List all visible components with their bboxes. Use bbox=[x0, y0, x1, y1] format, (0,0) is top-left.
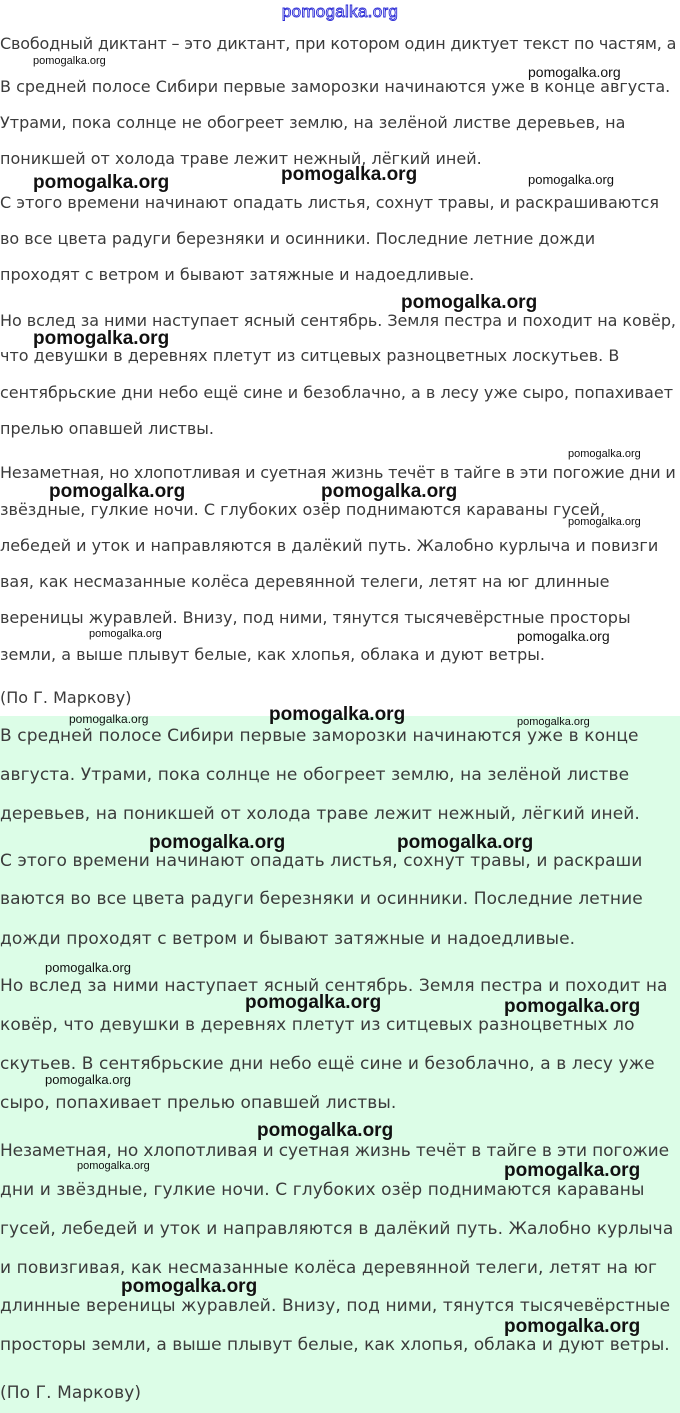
watermark: pomogalka.org bbox=[33, 172, 170, 193]
task-line: земли, а выше плывут белые, как хлопья, облака и дуют ветры. bbox=[0, 645, 545, 664]
answer-line: и повизгивая, как несмазанные колёса деревянной телеги, летят на юг bbox=[0, 1258, 658, 1278]
watermark: pomogalka.org bbox=[517, 716, 590, 728]
task-line: звёздные, гулкие ночи. С глубоких озёр поднимаются караваны гусей, bbox=[0, 500, 606, 519]
answer-line: Незаметная, но хлопотливая и суетная жизнь течёт в тайге в эти погожие bbox=[0, 1141, 669, 1161]
watermark: pomogalka.org bbox=[121, 1276, 258, 1297]
answer-source: (По Г. Маркову) bbox=[0, 1383, 142, 1403]
answer-line: Но вслед за ними наступает ясный сентябрь. Земля пестра и походит на bbox=[0, 976, 668, 996]
watermark: pomogalka.org bbox=[257, 1120, 394, 1141]
watermark: pomogalka.org bbox=[45, 1072, 131, 1087]
watermark: pomogalka.org bbox=[504, 1316, 641, 1337]
task-line: что девушки в деревнях плетут из ситцевых разноцветных лоскутьев. В bbox=[0, 346, 620, 365]
task-line: прелью опавшей листвы. bbox=[0, 419, 215, 438]
answer-line: сыро, попахивает прелью опавшей листвы. bbox=[0, 1093, 397, 1113]
task-line: Но вслед за ними наступает ясный сентябрь. Земля пестра и походит на ковёр, bbox=[0, 311, 676, 330]
answer-line: гусей, лебедей и уток и направляются в далёкий путь. Жалобно курлыча bbox=[0, 1219, 674, 1239]
answer-line: С этого времени начинают опадать листья, сохнут травы, и раскраши bbox=[0, 851, 643, 871]
task-source: (По Г. Маркову) bbox=[0, 688, 132, 707]
answer-line: скутьев. В сентябрьские дни небо ещё сине и безоблачно, а в лесу уже bbox=[0, 1054, 655, 1074]
watermark: pomogalka.org bbox=[528, 64, 621, 80]
watermark: pomogalka.org bbox=[281, 164, 418, 185]
task-line: проходят с ветром и бывают затяжные и надоедливые. bbox=[0, 265, 475, 284]
watermark: pomogalka.org bbox=[504, 996, 641, 1017]
answer-line: дожди проходят с ветром и бывают затяжные и надоедливые. bbox=[0, 929, 576, 949]
task-line: сентябрьские дни небо ещё сине и безоблачно, а в лесу уже сыро, попахивает bbox=[0, 383, 674, 402]
task-line: Утрами, пока солнце не обогреет землю, на зелёной листве деревьев, на bbox=[0, 113, 626, 132]
watermark: pomogalka.org bbox=[504, 1160, 641, 1181]
watermark: pomogalka.org bbox=[568, 448, 641, 460]
watermark: pomogalka.org bbox=[568, 516, 641, 528]
task-line: поникшей от холода траве лежит нежный, лёгкий иней. bbox=[0, 149, 482, 168]
watermark: pomogalka.org bbox=[149, 832, 286, 853]
answer-line: августа. Утрами, пока солнце не обогреет землю, на зелёной листве bbox=[0, 765, 630, 785]
watermark: pomogalka.org bbox=[321, 481, 458, 502]
watermark: pomogalka.org bbox=[397, 832, 534, 853]
answer-line: просторы земли, а выше плывут белые, как хлопья, облака и дуют ветры. bbox=[0, 1335, 670, 1355]
watermark: pomogalka.org bbox=[69, 712, 149, 726]
watermark: pomogalka.org bbox=[33, 55, 106, 67]
task-line: вереницы журавлей. Внизу, под ними, тянутся тысячевёрстные просторы bbox=[0, 608, 631, 627]
task-line: лебедей и уток и направляются в далёкий путь. Жалобно курлыча и повизги bbox=[0, 536, 659, 555]
task-line: Незаметная, но хлопотливая и суетная жизнь течёт в тайге в эти погожие дни и bbox=[0, 463, 676, 482]
answer-line: В средней полосе Сибири первые заморозки начинаются уже в конце bbox=[0, 726, 639, 746]
watermark: pomogalka.org bbox=[45, 960, 131, 975]
watermark: pomogalka.org bbox=[49, 481, 186, 502]
answer-line: ваются во все цвета радуги березняки и осинники. Последние летние bbox=[0, 889, 643, 909]
watermark: pomogalka.org bbox=[528, 172, 614, 187]
task-line: во все цвета радуги березняки и осинники. Последние летние дожди bbox=[0, 229, 596, 248]
task-line: Свободный диктант – это диктант, при котором один диктует текст по частям, а bbox=[0, 34, 677, 53]
watermark: pomogalka.org bbox=[89, 628, 162, 640]
answer-line: дни и звёздные, гулкие ночи. С глубоких озёр поднимаются караваны bbox=[0, 1180, 645, 1200]
task-line: С этого времени начинают опадать листья, сохнут травы, и раскрашиваются bbox=[0, 193, 659, 212]
answer-line: ковёр, что девушки в деревнях плетут из ситцевых разноцветных ло bbox=[0, 1015, 635, 1035]
watermark: pomogalka.org bbox=[517, 628, 610, 644]
task-line: В средней полосе Сибири первые заморозки начинаются уже в конце августа. bbox=[0, 77, 671, 96]
site-logo[interactable]: pomogalka.org bbox=[281, 2, 399, 21]
watermark: pomogalka.org bbox=[33, 328, 170, 349]
task-line: вая, как несмазанные колёса деревянной телеги, летят на юг длинные bbox=[0, 572, 610, 591]
watermark: pomogalka.org bbox=[269, 704, 406, 725]
watermark: pomogalka.org bbox=[77, 1160, 150, 1172]
watermark: pomogalka.org bbox=[401, 292, 538, 313]
answer-line: длинные вереницы журавлей. Внизу, под ними, тянутся тысячевёрстные bbox=[0, 1296, 671, 1316]
watermark: pomogalka.org bbox=[245, 992, 382, 1013]
answer-line: деревьев, на поникшей от холода траве лежит нежный, лёгкий иней. bbox=[0, 804, 640, 824]
